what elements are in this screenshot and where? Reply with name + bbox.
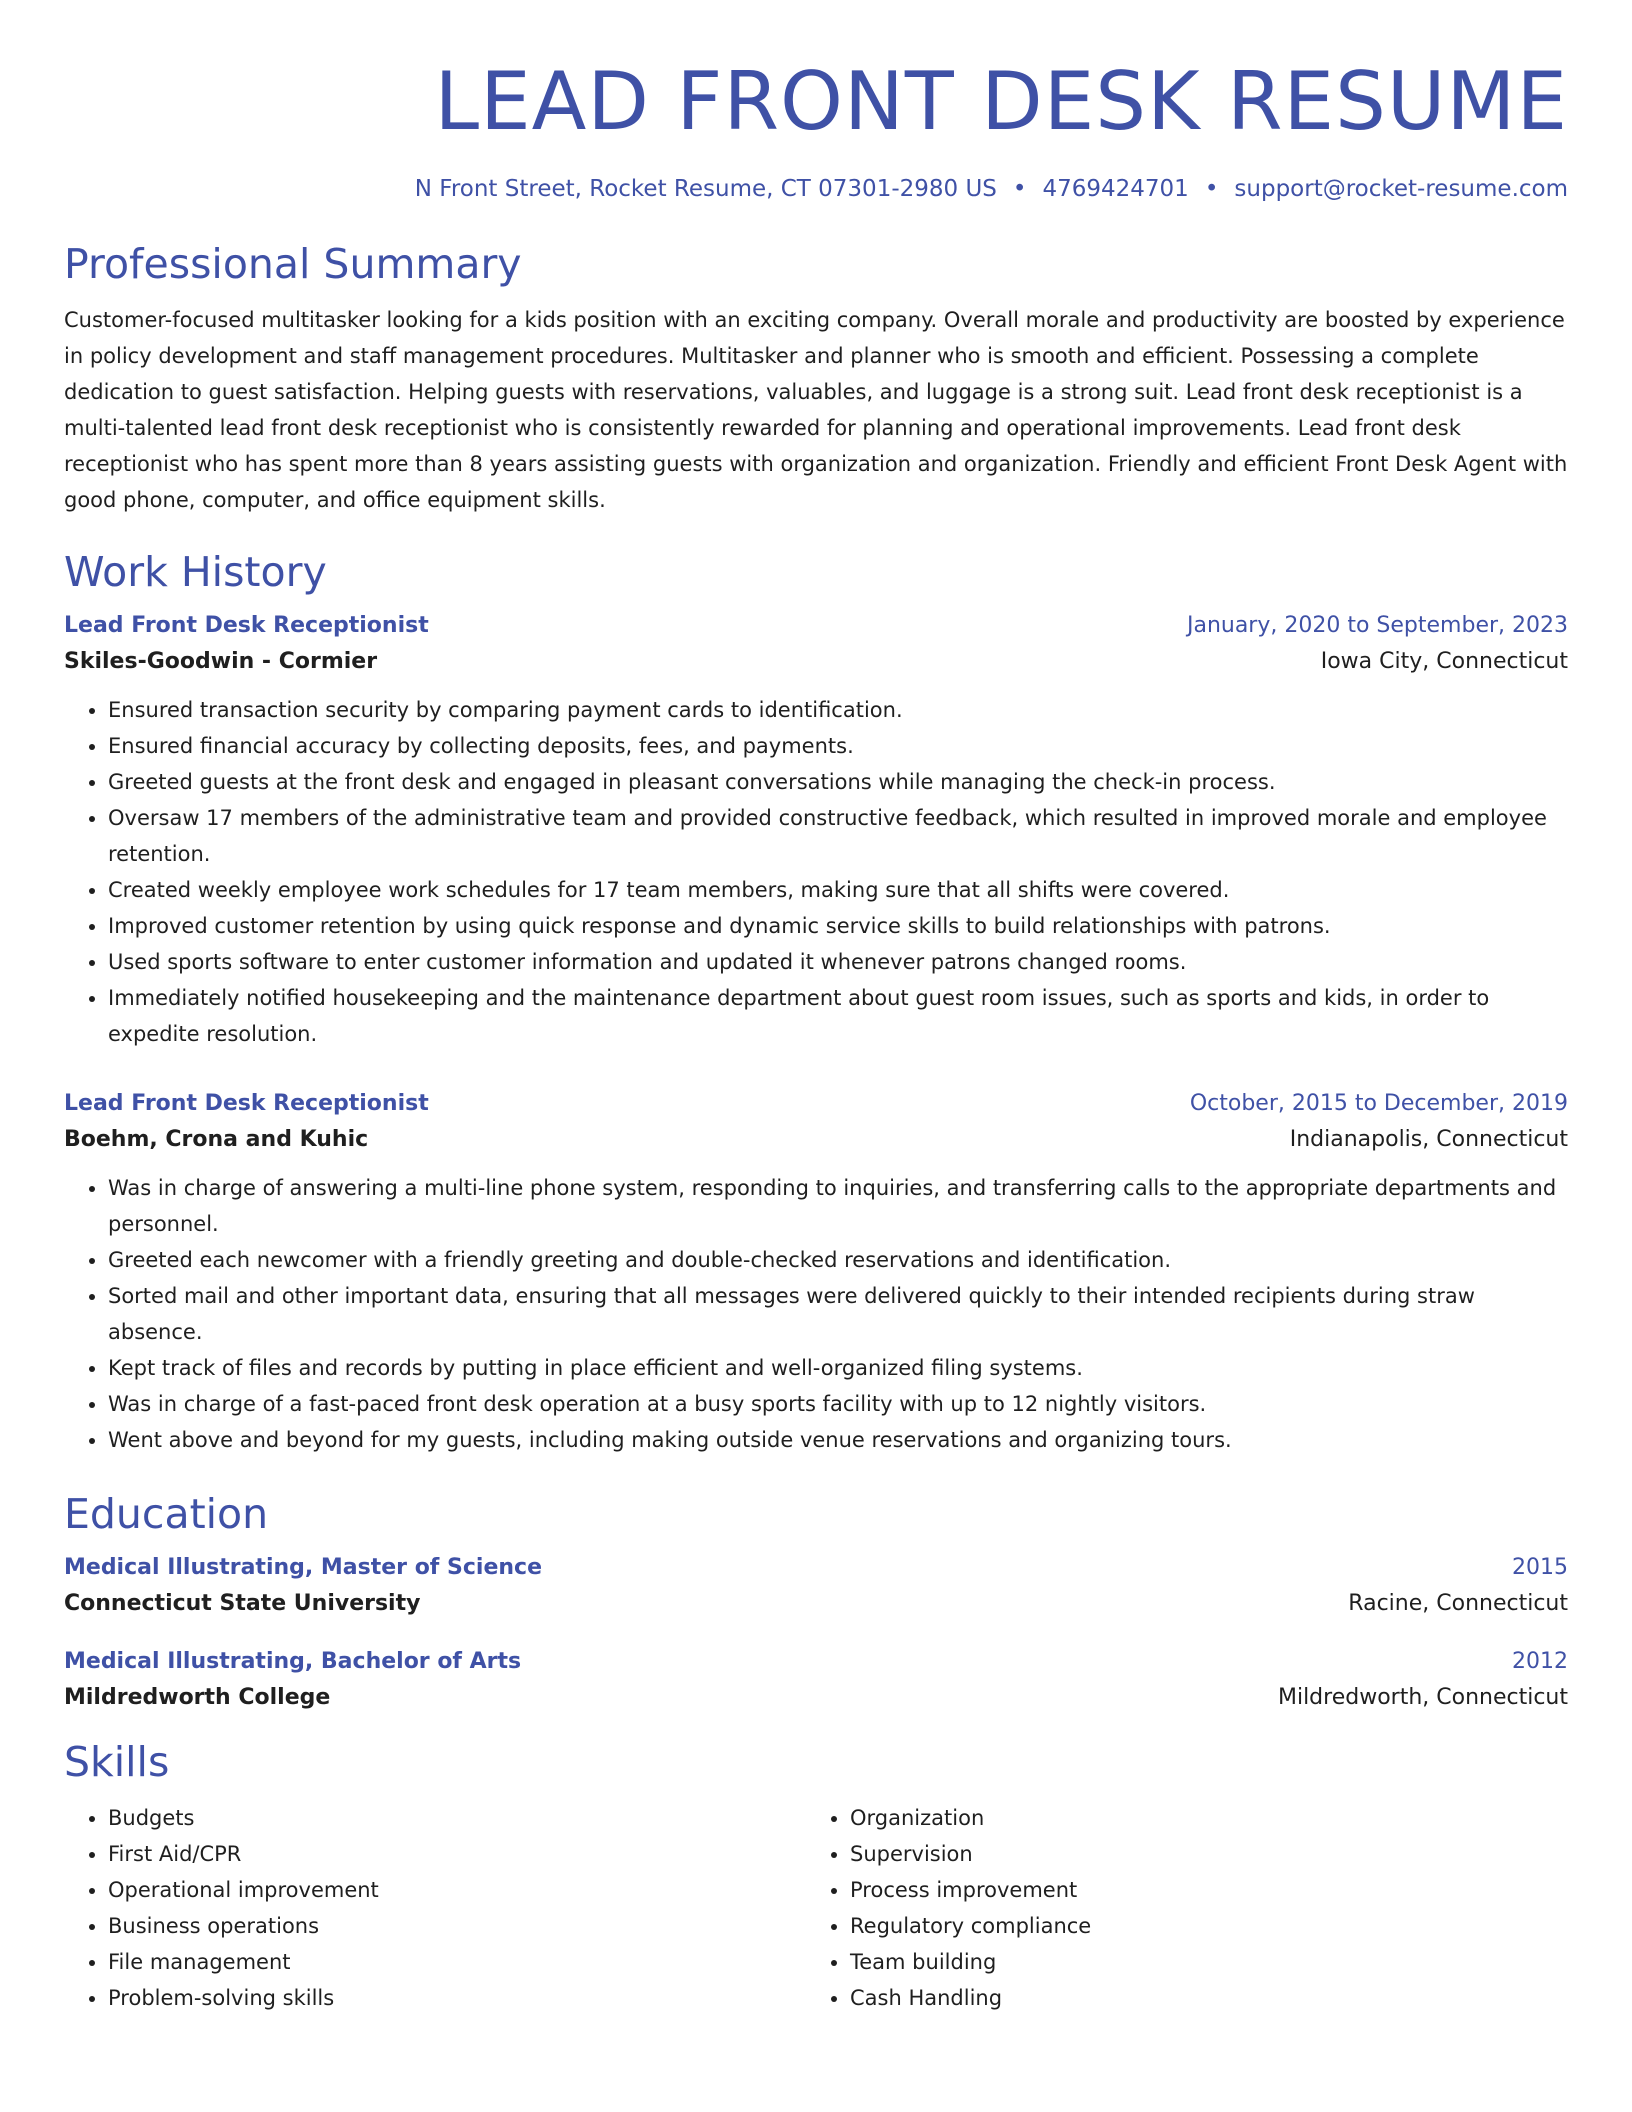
education-header — [64, 1550, 1568, 1586]
job-bullet: • Immediately notified housekeeping and the maintenance department about guest room issues, such as sports and kids, in order to expedite resolution. — [108, 980, 1568, 1052]
education-school: Connecticut State University — [64, 1591, 421, 1616]
job-bullet: • Ensured financial accuracy by collecting deposits, fees, and payments. — [108, 728, 1568, 764]
education-year: 2012 — [1512, 1649, 1568, 1674]
job-header — [64, 608, 1568, 644]
contact-email: support@rocket-resume.com — [1234, 176, 1568, 202]
education-year: 2015 — [1512, 1555, 1568, 1580]
section-title-summary: Professional Summary — [64, 240, 522, 288]
skill-item: • Operational improvement — [108, 1872, 806, 1908]
job-dates: October, 2015 to December, 2019 — [1189, 1091, 1568, 1116]
job-bullet: • Went above and beyond for my guests, including making outside venue reservations and organizing tours. — [108, 1422, 1568, 1458]
skills-columns — [64, 1800, 1568, 2016]
job-bullet: • Improved customer retention by using quick response and dynamic service skills to build relationships with patrons. — [108, 908, 1568, 944]
skill-item: • Business operations — [108, 1908, 806, 1944]
education-location: Mildredworth, Connecticut — [1277, 1685, 1568, 1710]
skill-item: • Cash Handling — [850, 1980, 1548, 2016]
skill-item: • First Aid/CPR — [108, 1836, 806, 1872]
skill-item: • Budgets — [108, 1800, 806, 1836]
job-bullet: • Was in charge of answering a multi-line phone system, responding to inquiries, and transferring calls to the appropriate departments and personnel. — [108, 1170, 1568, 1242]
job-bullets — [64, 1170, 1568, 1458]
job-bullets — [64, 692, 1568, 1052]
summary-text: Customer-focused multitasker looking for a kids position with an exciting company. Overall morale and productivity are boosted by experience in policy development and staff management procedures. Multitasker and planner who is smooth and efficient. Possessing a complete dedication to guest satisfaction. Helping guests with reservations, valuables, and luggage is a strong suit. Lead front desk receptionist is a multi-talented lead front desk receptionist who is consistently rewarded for planning and operational improvements. Lead front desk receptionist who has spent more than 8 years assisting guests with organization and organization. Friendly and efficient Front Desk Agent with good phone, computer, and office equipment skills. — [64, 308, 1568, 512]
resume-page — [64, 0, 1568, 2016]
job-location: Indianapolis, Connecticut — [1289, 1127, 1568, 1152]
education-location: Racine, Connecticut — [1348, 1591, 1568, 1616]
skills-list-left — [64, 1800, 806, 2016]
job-header — [64, 1086, 1568, 1122]
education-subheader — [64, 1680, 1568, 1716]
skill-item: • Supervision — [850, 1836, 1548, 1872]
skill-item: • Team building — [850, 1944, 1548, 1980]
job-bullet: • Oversaw 17 members of the administrative team and provided constructive feedback, which resulted in improved morale and employee retention. — [108, 800, 1568, 872]
job-bullet: • Greeted guests at the front desk and engaged in pleasant conversations while managing the check-in process. — [108, 764, 1568, 800]
section-title-skills: Skills — [64, 1738, 170, 1786]
job-entry — [64, 608, 1568, 1052]
education-header — [64, 1644, 1568, 1680]
skill-item: • Problem-solving skills — [108, 1980, 806, 2016]
resume-name: LEAD FRONT DESK RESUME — [434, 55, 1568, 148]
job-bullet: • Greeted each newcomer with a friendly greeting and double-checked reservations and identification. — [108, 1242, 1568, 1278]
job-bullet: • Ensured transaction security by comparing payment cards to identification. — [108, 692, 1568, 728]
education-degree: Medical Illustrating, Bachelor of Arts — [64, 1649, 522, 1674]
contact-address: N Front Street, Rocket Resume, CT 07301-2980 US — [414, 176, 997, 202]
job-dates: January, 2020 to September, 2023 — [1186, 613, 1568, 638]
skills-list-right — [806, 1800, 1548, 2016]
contact-line — [64, 174, 1568, 204]
job-bullet: • Created weekly employee work schedules for 17 team members, making sure that all shifts were covered. — [108, 872, 1568, 908]
contact-phone: 4769424701 — [1042, 176, 1189, 202]
education-entry — [64, 1550, 1568, 1622]
education-entry — [64, 1644, 1568, 1716]
job-title: Lead Front Desk Receptionist — [64, 613, 429, 638]
section-title-education: Education — [64, 1490, 269, 1538]
job-bullet: • Sorted mail and other important data, ensuring that all messages were delivered quickly to their intended recipients during straw absence. — [108, 1278, 1568, 1350]
job-title: Lead Front Desk Receptionist — [64, 1091, 429, 1116]
skill-item: • Process improvement — [850, 1872, 1548, 1908]
skill-item: • Regulatory compliance — [850, 1908, 1548, 1944]
job-location: Iowa City, Connecticut — [1320, 649, 1568, 674]
job-bullet: • Used sports software to enter customer information and updated it whenever patrons changed rooms. — [108, 944, 1568, 980]
section-title-work: Work History — [64, 548, 327, 596]
contact-separator: • — [1204, 176, 1219, 202]
education-degree: Medical Illustrating, Master of Science — [64, 1555, 543, 1580]
skill-item: • Organization — [850, 1800, 1548, 1836]
job-subheader — [64, 644, 1568, 680]
skill-item: • File management — [108, 1944, 806, 1980]
job-company: Boehm, Crona and Kuhic — [64, 1127, 369, 1152]
job-entry — [64, 1086, 1568, 1458]
education-subheader — [64, 1586, 1568, 1622]
job-company: Skiles-Goodwin - Cormier — [64, 649, 378, 674]
contact-separator: • — [1012, 176, 1027, 202]
job-bullet: • Was in charge of a fast-paced front desk operation at a busy sports facility with up to 12 nightly visitors. — [108, 1386, 1568, 1422]
job-bullet: • Kept track of files and records by putting in place efficient and well-organized filing systems. — [108, 1350, 1568, 1386]
job-subheader — [64, 1122, 1568, 1158]
education-school: Mildredworth College — [64, 1685, 331, 1710]
